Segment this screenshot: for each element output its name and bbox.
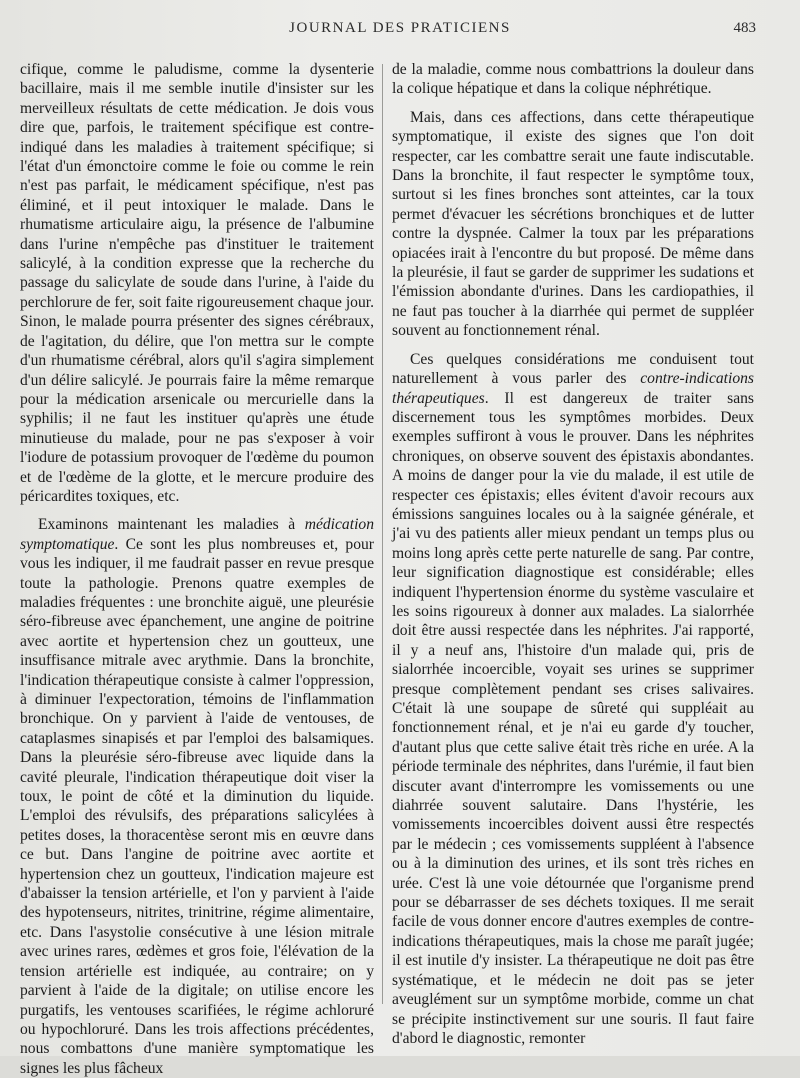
text-run: Ces quelques considérations me conduisent tout naturellement à vous parler des xyxy=(392,350,754,388)
text-run: . Il est dangereux de traiter sans discernement tous les symptômes morbides. Deux exemples suffiront à vous le prouver. Dans les néphrites chroniques, on observe souvent des épistaxis abondantes. A moins de danger pour la vie du malade, il est utile de respecter ces épistaxis; elles évitent d'avoir recours aux émissions sanguines locales ou à la saignée générale, et j'ai vu des patients aller mieux pendant un temps plus ou moins long après cette perte naturelle de sang. Par contre, leur signification diagnostique est considérable; elles indiquent l'hypertension énorme du système vasculaire et les soins rigoureux à donner aux malades. La sialorrhée doit être aussi respectée dans les néphrites. J'ai rapporté, il y a neuf ans, l'histoire d'un malade qui, pris de sialorrhée incoercible, voyait ses urines se supprimer presque complètement pendant ses crises salivaires. C'était là une soupape de sûreté qui suppléait au fonctionnement rénal, et je n'ai eu garde d'y toucher, d'autant plus que cette salive était très riche en urée. A la période terminale des néphrites, dans l'urémie, il faut bien discuter avant d'interrompre les vomissements ou une diahrrée souvent salutaire. Dans l'hystérie, les vomissements incoercibles doivent aussi être respectés par le médecin ; ces vomissements suppléent à l'absence ou à la diminution des urines, et ils sont très riches en urée. C'est là une voie détournée que l'organisme prend pour se débarrasser de ses déchets toxiques. Il me serait facile de vous donner encore d'autres exemples de contre-indications thérapeutiques, mais la chose me paraît jugée; il est inutile d'y insister. La thérapeutique ne doit pas être systématique, et le médecin ne doit pas se jeter aveuglément sur un symptôme morbide, comme un chat se précipite instinctivement sur une souris. Il faut faire d'abord le diagnostic, remonter xyxy=(392,389,754,1047)
italic-term: contre-indications thérapeutiques xyxy=(392,370,754,407)
paragraph-specific-medication: cifique, comme le paludisme, comme la dysenterie bacillaire, mais il me semble inutile d'insister sur les merveilleux résultats de cette médication. Je dois vous dire que, parfois, le traitement spécifique est contre-indiqué dans les maladies à traitement spécifique; si l'état d'un émonctoire comme le foie ou comme le rein n'est pas parfait, le médicament spécifique, n'est pas éliminé, et il peut intoxiquer le malade. Dans le rhumatisme articulaire aigu, la présence de l'albumine dans l'urine n'empêche pas d'instituer le traitement salicylé, à la condition expresse que la recherche du passage du salicylate de soude dans l'urine, à l'aide du perchlorure de fer, soit faite rigoureusement chaque jour. Sinon, le malade pourra présenter des signes cérébraux, de l'agitation, du délire, que l'on mettra sur le compte d'un rhumatisme cérébral, alors qu'il s'agira simplement d'un délire salicylé. Je pourrais faire la même remarque pour la médication arsenicale ou mercurielle dans la syphilis; il ne faut les instituer qu'après une étude minutieuse du malade, pour ne pas s'exposer à voir l'iodure de potassium provoquer de l'œdème du poumon et de l'œdème de la glotte, et le mercure produire des péricardites toxiques, etc. xyxy=(20,61,374,505)
column-divider xyxy=(382,64,383,1004)
paragraph-contraindications xyxy=(392,350,754,1049)
right-column xyxy=(392,60,754,1048)
paragraph-signs-to-respect: Mais, dans ces affections, dans cette thérapeutique symptomatique, il existe des signes que l'on doit respecter, car les combattre serait une faute indiscutable. Dans la bronchite, il faut respecter le symptôme toux, surtout si les fines bronches sont atteintes, car la toux permet d'évacuer les sécrétions bronchiques et de lutter contre la dyspnée. Calmer la toux par les préparations opiacées irait à l'encontre du but proposé. De même dans la pleurésie, il faut se garder de supprimer les sudations et l'émission abondante d'urines. Dans les cardiopathies, il ne faut pas toucher à la diarrhée qui permet de suppléer souvent au fonctionnement rénal. xyxy=(392,108,754,340)
journal-title: JOURNAL DES PRATICIENS xyxy=(289,20,511,36)
text-run: . Ce sont les plus nombreuses et, pour vous les indiquer, il me faudrait passer en revue presque toute la pathologie. Prenons quatre exemples de maladies fréquentes : une bronchite aiguë, une pleurésie séro-fibreuse avec épanchement, une angine de poitrine avec aortite et hypertension chez un goutteux, une insuffisance mitrale avec arythmie. Dans la bronchite, l'indication thérapeutique consiste à calmer l'oppression, à diminuer l'expectoration, témoins de l'inflammation bronchique. On y parvient à l'aide de ventouses, de cataplasmes sinapisés et par l'emploi des balsamiques. Dans la pleurésie séro-fibreuse avec liquide dans la cavité pleurale, l'indication thérapeutique doit viser la toux, le point de côté et la diminution du liquide. L'emploi des révulsifs, des préparations salicylées à petites doses, la thoracentèse seront mis en œuvre dans ce but. Dans l'angine de poitrine avec aortite et hypertension chez un goutteux, l'indication majeure est d'abaisser la tension artérielle, et l'on y parvient à l'aide des hypotenseurs, nitrites, trinitrine, régime alimentaire, etc. Dans l'asystolie consécutive à une lésion mitrale avec urines rares, œdèmes et gros foie, l'élévation de la tension artérielle est indiquée, au contraire; on y parvient à l'aide de la digitale; on utilise encore les purgatifs, les ventouses scarifiées, le régime achloruré ou hypochloruré. Dans les trois affections précédentes, nous combattons d'une manière symptomatique les signes les plus fâcheux xyxy=(20,535,374,1077)
paragraph-continuation: de la maladie, comme nous combattrions la douleur dans la colique hépatique et dans la colique néphrétique. xyxy=(392,61,754,98)
page-number: 483 xyxy=(733,20,756,36)
running-head xyxy=(0,18,800,42)
left-column xyxy=(20,60,374,1078)
text-run: Examinons maintenant les maladies à xyxy=(38,516,305,534)
italic-term: médication symptomatique xyxy=(20,516,374,553)
paragraph-symptomatic-medication xyxy=(20,515,374,1078)
